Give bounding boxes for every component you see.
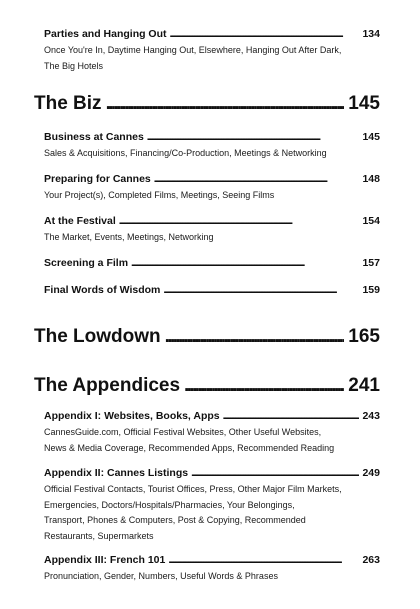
subtopic-line: News & Media Coverage, Recommended Apps, Recommended Reading	[44, 442, 335, 453]
dot-leader	[106, 93, 345, 115]
entry-subtopics	[44, 425, 380, 456]
dot-leader	[170, 28, 360, 40]
toc-entry-wisdom	[44, 284, 380, 296]
entry-title: Appendix I: Websites, Books, Apps	[44, 410, 220, 422]
dot-leader	[163, 284, 359, 296]
entry-subtopics	[44, 188, 380, 204]
entry-title: Appendix II: Cannes Listings	[44, 467, 189, 479]
toc-entry-appendix-3	[44, 554, 380, 585]
entry-title: Preparing for Cannes	[44, 173, 151, 185]
subtopic-line: Official Festival Contacts, Tourist Offices, Press, Other Major Film Markets,	[44, 484, 342, 494]
dot-leader	[147, 131, 360, 143]
subtopic-line: Transport, Phones & Computers, Post & Copying, Recommended	[44, 515, 306, 525]
entry-subtopics	[44, 482, 380, 544]
dot-leader	[223, 410, 360, 422]
entry-title: Screening a Film	[44, 257, 129, 269]
subtopic-line: Restaurants, Supermarkets	[44, 530, 154, 541]
subtopic-line: Your Project(s), Completed Films, Meetings, Seeing Films	[44, 190, 275, 200]
page-number: 134	[362, 28, 380, 40]
subtopic-line: Sales & Acquisitions, Financing/Co-Production, Meetings & Networking	[44, 148, 327, 158]
entry-subtopics	[44, 569, 380, 585]
entry-title: At the Festival	[44, 215, 116, 227]
dot-leader	[184, 375, 344, 397]
dot-leader	[191, 467, 359, 479]
toc-part-lowdown	[34, 326, 380, 348]
toc-entry-appendix-2	[44, 467, 380, 544]
page-number: 148	[362, 173, 380, 185]
page-number: 154	[362, 215, 380, 227]
toc-entry-parties	[44, 28, 380, 74]
page-number: 241	[348, 375, 380, 396]
toc-entry-preparing	[44, 173, 380, 204]
dot-leader	[131, 257, 359, 269]
entry-subtopics	[44, 230, 380, 246]
page-number: 243	[362, 410, 380, 422]
page-number: 249	[362, 467, 380, 479]
page-number: 159	[362, 284, 380, 296]
page-number: 145	[362, 131, 380, 143]
dot-leader	[165, 326, 345, 348]
entry-subtopics	[44, 43, 380, 74]
toc-entry-business	[44, 131, 380, 162]
toc-entry-festival	[44, 215, 380, 246]
toc-entry-appendix-1	[44, 410, 380, 456]
page-number: 157	[362, 257, 380, 269]
entry-title: Appendix III: French 101	[44, 554, 166, 566]
page-number: 145	[348, 93, 380, 114]
dot-leader	[168, 554, 359, 566]
entry-subtopics	[44, 146, 380, 162]
part-title: The Lowdown	[34, 326, 161, 347]
entry-title: Parties and Hanging Out	[44, 28, 167, 40]
toc-entry-screening	[44, 257, 380, 269]
subtopic-line: Emergencies, Doctors/Hospitals/Pharmacies, Your Belongings,	[44, 499, 295, 510]
entry-title: Final Words of Wisdom	[44, 284, 161, 296]
part-title: The Biz	[34, 93, 102, 114]
toc-part-biz	[34, 93, 380, 115]
page-number: 263	[362, 554, 380, 566]
entry-title: Business at Cannes	[44, 131, 144, 143]
subtopic-line: Once You're In, Daytime Hanging Out, Elsewhere, Hanging Out After Dark,	[44, 45, 342, 55]
subtopic-line: Pronunciation, Gender, Numbers, Useful Words & Phrases	[44, 571, 278, 581]
dot-leader	[119, 215, 360, 227]
dot-leader	[154, 173, 360, 185]
subtopic-line: The Market, Events, Meetings, Networking	[44, 232, 214, 242]
page-number: 165	[348, 326, 380, 347]
toc-part-appendices	[34, 375, 380, 397]
subtopic-line: CannesGuide.com, Official Festival Websites, Other Useful Websites,	[44, 427, 322, 437]
part-title: The Appendices	[34, 375, 181, 396]
subtopic-line: The Big Hotels	[44, 60, 104, 71]
